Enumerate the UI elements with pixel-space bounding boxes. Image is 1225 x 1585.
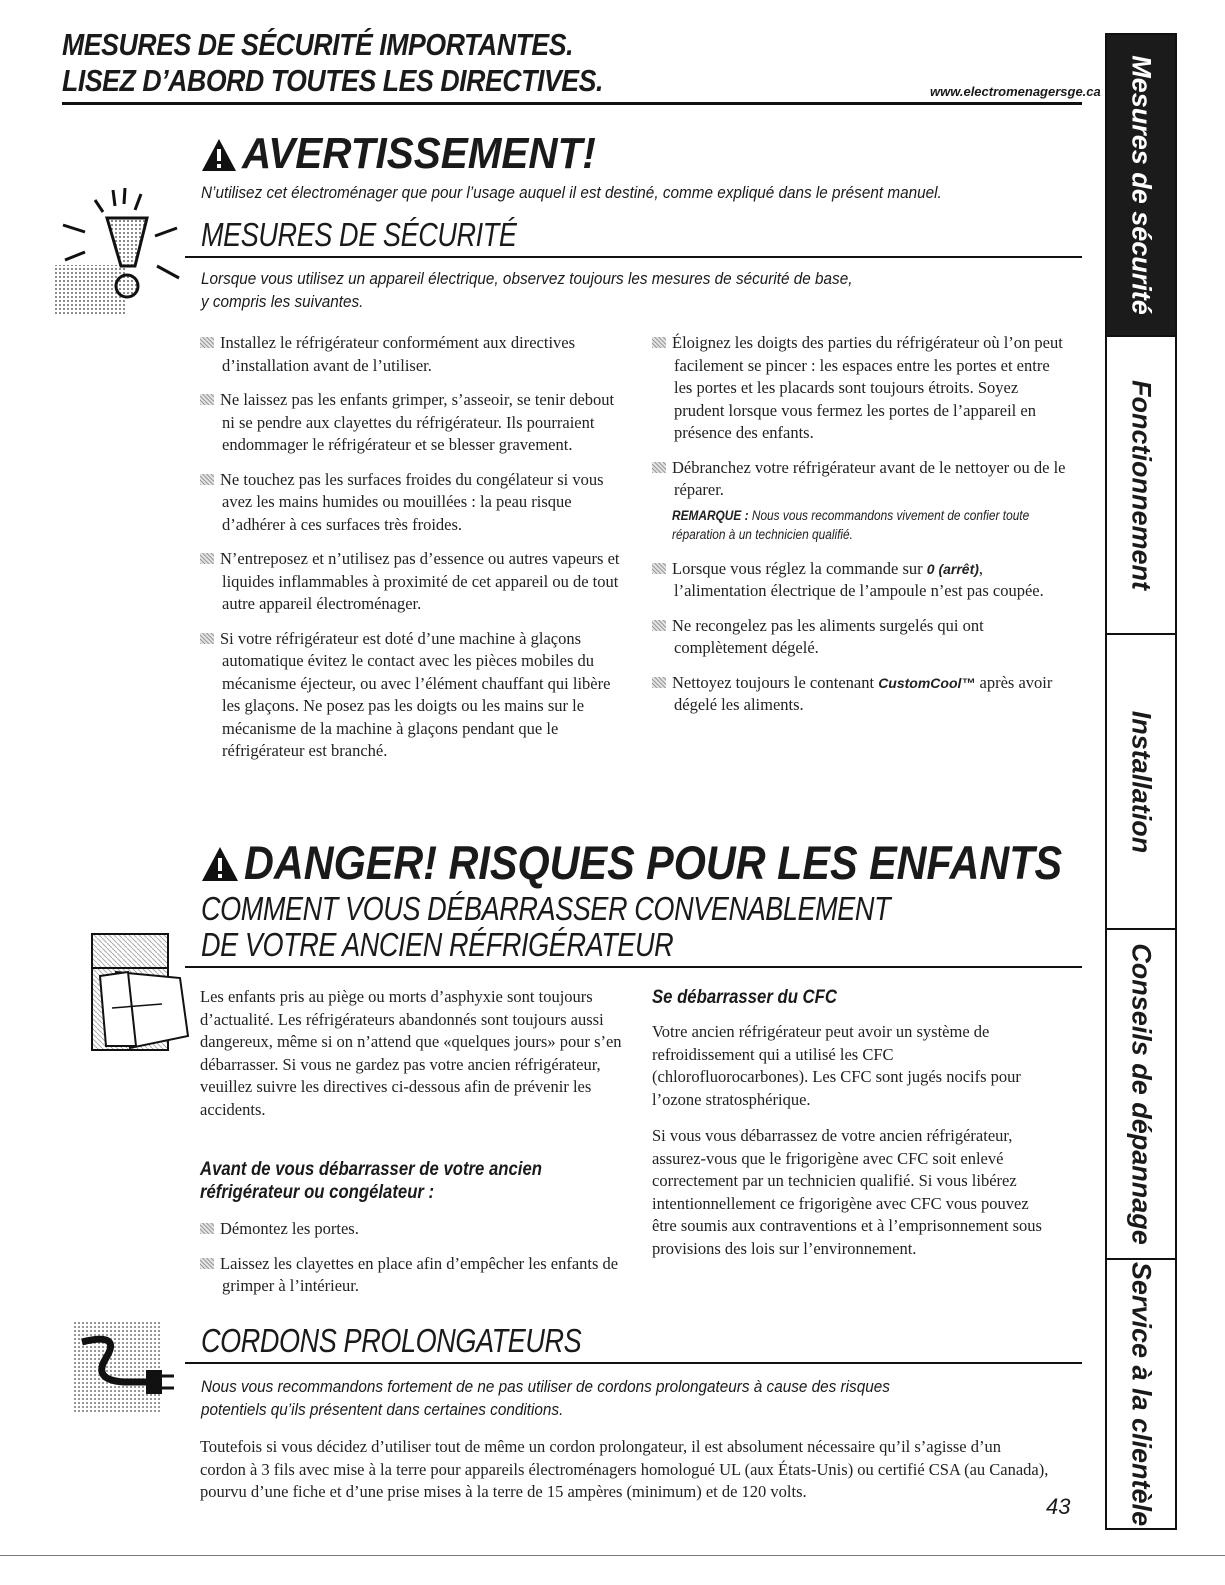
refrigerator-icon bbox=[72, 928, 192, 1058]
tab-installation[interactable]: Installation bbox=[1107, 635, 1175, 930]
header-rule bbox=[62, 102, 1082, 105]
plug-icon bbox=[62, 1322, 182, 1422]
safety-rule bbox=[185, 256, 1082, 258]
tab-mesures-de-securite[interactable]: Mesures de sécurité bbox=[1107, 35, 1175, 337]
danger-rule bbox=[185, 966, 1082, 968]
list-item: Si votre réfrigérateur est doté d’une machine à glaçons automatique évitez le contact avec les pièces mobiles du mécanisme éjecteur, ou avec l’élément chauffant qui libère les glaçons. Ne posez pas les doigts ou les mains sur le mécanisme de la machine à glaçons pendant que le réfrigérateur est branché. bbox=[200, 628, 620, 763]
bullet-icon bbox=[652, 462, 666, 473]
bullet-icon bbox=[200, 553, 214, 564]
page-number: 43 bbox=[1046, 1494, 1071, 1519]
danger-title: DANGER! RISQUES POUR LES ENFANTS bbox=[244, 836, 1063, 889]
bullet-icon bbox=[200, 1223, 214, 1234]
safety-intro-line-2: y compris les suivantes. bbox=[201, 292, 364, 311]
safety-right-column bbox=[652, 332, 1072, 729]
website-url[interactable]: www.electromenagersge.ca bbox=[930, 84, 1101, 99]
bullet-icon bbox=[200, 1258, 214, 1269]
warning-title: AVERTISSEMENT! bbox=[242, 129, 596, 178]
cfc-paragraph-2: Si vous vous débarrassez de votre ancien réfrigérateur, assurez-vous que le frigorigène avec CFC soit enlevé correctement par un technicien qualifié. Si vous libérez intentionnellement ce frigorigène avec CFC vous pouvez être soumis aux contraventions et à l’emprisonnement sous provisions des lois sur l’environnement. bbox=[652, 1126, 1042, 1258]
tab-fonctionnement[interactable]: Fonctionnement bbox=[1107, 337, 1175, 635]
cords-body: Toutefois si vous décidez d’utiliser tout de même un cordon prolongateur, il est absolument nécessaire qu’il s’agisse d’un cordon à 3 fils avec mise à la terre pour appareils électroménagers homologué UL (aux États-Unis) ou certifié CSA (au Canada), pourvu d’une fiche et d’une prise mises à la terre de 15 ampères (minimum) et de 120 volts. bbox=[200, 1437, 1049, 1501]
danger-heading-line-1: COMMENT VOUS DÉBARRASSER CONVENABLEMENT bbox=[201, 890, 891, 927]
list-item: Éloignez les doigts des parties du réfrigérateur où l’on peut facilement se pincer : les espaces entre les portes et entre les portes et les placards sont toujours étroits. Soyez prudent lorsque vous fermez les portes de l’appareil en présence des enfants. bbox=[652, 332, 1072, 445]
list-item: N’entreposez et n’utilisez pas d’essence ou autres vapeurs et liquides inflammables à proximité de cet appareil ou de tout autre appareil électroménager. bbox=[200, 548, 620, 616]
list-item: Débranchez votre réfrigérateur avant de le nettoyer ou de le réparer. bbox=[652, 457, 1072, 502]
list-item: Ne touchez pas les surfaces froides du congélateur si vous avez les mains humides ou mouillées : la peau risque d’adhérer à ces surfaces très froides. bbox=[200, 469, 620, 537]
cords-lead-line-1: Nous vous recommandons fortement de ne pas utiliser de cordons prolongateurs à cause des risques bbox=[201, 1377, 890, 1396]
cfc-paragraph-1: Votre ancien réfrigérateur peut avoir un système de refroidissement qui a utilisé les CFC (chlorofluorocarbones). Les CFC sont jugés nocifs pour l’ozone stratosphérique. bbox=[652, 1022, 1021, 1109]
warning-subtitle: N’utilisez cet électroménager que pour l’usage auquel il est destiné, comme expliqué dans le présent manuel. bbox=[201, 183, 942, 202]
list-item: Ne recongelez pas les aliments surgelés qui ont complètement dégelé. bbox=[652, 615, 1072, 660]
tab-service-a-la-clientele[interactable]: Service à la clientèle bbox=[1126, 1261, 1157, 1527]
list-item: Nettoyez toujours le contenant CustomCool™ après avoir dégelé les aliments. bbox=[652, 672, 1072, 717]
bullet-icon bbox=[200, 394, 214, 405]
list-item: Ne laissez pas les enfants grimper, s’asseoir, se tenir debout ni se pendre aux clayettes du réfrigérateur. Ils pourraient endommager le réfrigérateur et se blesser gravement. bbox=[200, 389, 620, 457]
safety-heading: MESURES DE SÉCURITÉ bbox=[201, 216, 517, 253]
cords-lead-line-2: potentiels qu’ils présentent dans certaines conditions. bbox=[201, 1400, 564, 1419]
bullet-icon bbox=[652, 620, 666, 631]
bullet-icon bbox=[652, 337, 666, 348]
list-item: Démontez les portes. bbox=[200, 1218, 622, 1241]
cords-rule bbox=[185, 1362, 1082, 1364]
tab-conseils-de-depannage[interactable]: Conseils de dépannage bbox=[1107, 930, 1175, 1260]
bullet-icon bbox=[200, 474, 214, 485]
danger-triangle-icon bbox=[200, 845, 240, 883]
header-line-1: MESURES DE SÉCURITÉ IMPORTANTES. bbox=[62, 27, 574, 62]
section-sidebar bbox=[1105, 33, 1177, 1530]
bullet-icon bbox=[652, 563, 666, 574]
safety-intro-line-1: Lorsque vous utilisez un appareil électrique, observez toujours les mesures de sécurité de base, bbox=[201, 269, 853, 288]
note-remarque: REMARQUE : Nous vous recommandons vivement de confier toute réparation à un technicien qualifié. bbox=[672, 507, 1030, 542]
list-item: Installez le réfrigérateur conformément aux directives d’installation avant de l’utiliser. bbox=[200, 332, 620, 377]
page-bottom-line bbox=[0, 1555, 1225, 1556]
bullet-icon bbox=[200, 633, 214, 644]
danger-heading-line-2: DE VOTRE ANCIEN RÉFRIGÉRATEUR bbox=[201, 926, 674, 963]
bullet-icon bbox=[652, 677, 666, 688]
warning-triangle-icon bbox=[200, 136, 238, 174]
header-line-2: LISEZ D’ABORD TOUTES LES DIRECTIVES. bbox=[62, 63, 603, 98]
danger-subheading: Avant de vous débarrasser de votre ancien réfrigérateur ou congélateur : bbox=[200, 1159, 542, 1203]
bullet-icon bbox=[200, 337, 214, 348]
cords-heading: CORDONS PROLONGATEURS bbox=[201, 1322, 582, 1359]
safety-left-column bbox=[200, 332, 620, 775]
danger-body: Les enfants pris au piège ou morts d’asphyxie sont toujours d’actualité. Les réfrigérateurs abandonnés sont toujours aussi dangereux, même si on n’attend que «quelques jours» pour s’en débarrasser. Si vous ne gardez pas votre ancien réfrigérateur, veuillez suivre les directives ci-dessous afin de prévenir les accidents. bbox=[200, 987, 622, 1119]
list-item: Lorsque vous réglez la commande sur 0 (arrêt), l’alimentation électrique de l’ampoule n’est pas coupée. bbox=[652, 558, 1072, 603]
list-item: Laissez les clayettes en place afin d’empêcher les enfants de grimper à l’intérieur. bbox=[200, 1253, 622, 1298]
safety-alert-icon bbox=[55, 180, 185, 315]
cfc-heading: Se débarrasser du CFC bbox=[652, 987, 837, 1008]
danger-list bbox=[200, 1218, 622, 1310]
